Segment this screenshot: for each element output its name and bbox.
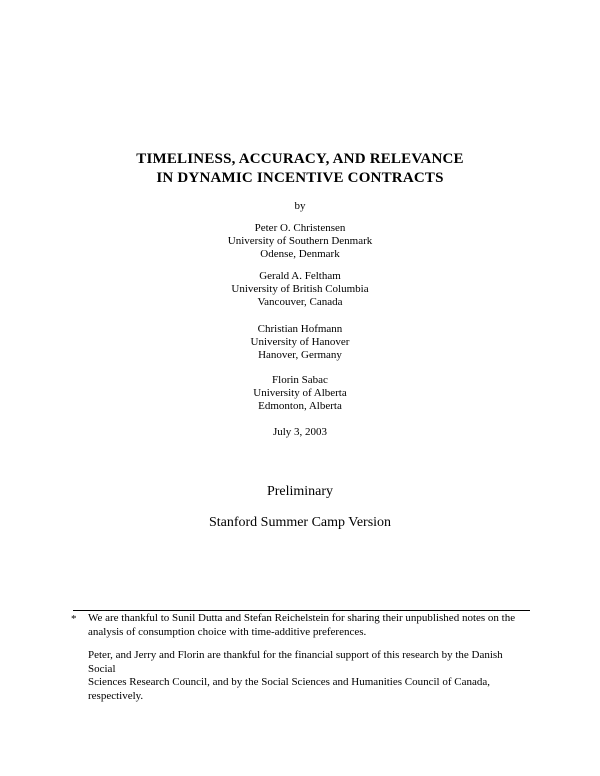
author-block [0,222,600,261]
author-block [0,374,600,413]
footnote-line: respectively. [88,689,144,702]
author-name: Florin Sabac [272,374,328,386]
by-label: by [294,200,306,212]
footnote-divider [73,610,530,611]
footnote-paragraph-2 [88,649,528,703]
title-line-1: TIMELINESS, ACCURACY, AND RELEVANCE [136,151,464,167]
author-affiliation: University of Alberta [253,387,347,399]
author-location: Vancouver, Canada [257,296,343,308]
author-affiliation: University of Hanover [250,336,350,348]
author-block [0,270,600,309]
author-block [0,323,600,362]
footnote-line: We are thankful to Sunil Dutta and Stefan Reichelstein for sharing their unpublished notes on the [88,612,516,624]
title-line-2: IN DYNAMIC INCENTIVE CONTRACTS [156,170,444,186]
author-location: Edmonton, Alberta [258,400,342,412]
footnote-line: analysis of consumption choice with time-additive preferences. [88,625,367,638]
date: July 3, 2003 [272,426,328,438]
status-label: Preliminary [266,484,334,499]
author-location: Hanover, Germany [258,349,342,361]
footnote-marker: * [71,613,77,625]
author-name: Christian Hofmann [257,323,343,335]
author-affiliation: University of Southern Denmark [227,235,373,247]
footnote-paragraph-1 [88,612,528,639]
author-name: Gerald A. Feltham [259,270,341,282]
author-affiliation: University of British Columbia [231,283,369,295]
author-location: Odense, Denmark [260,248,340,260]
version-label: Stanford Summer Camp Version [208,515,392,530]
footnote-line: Peter, and Jerry and Florin are thankful for the financial support of this research by the Danish Social [88,649,503,675]
author-name: Peter O. Christensen [254,222,346,234]
footnote-line: Sciences Research Council, and by the Social Sciences and Humanities Council of Canada, [88,676,490,688]
